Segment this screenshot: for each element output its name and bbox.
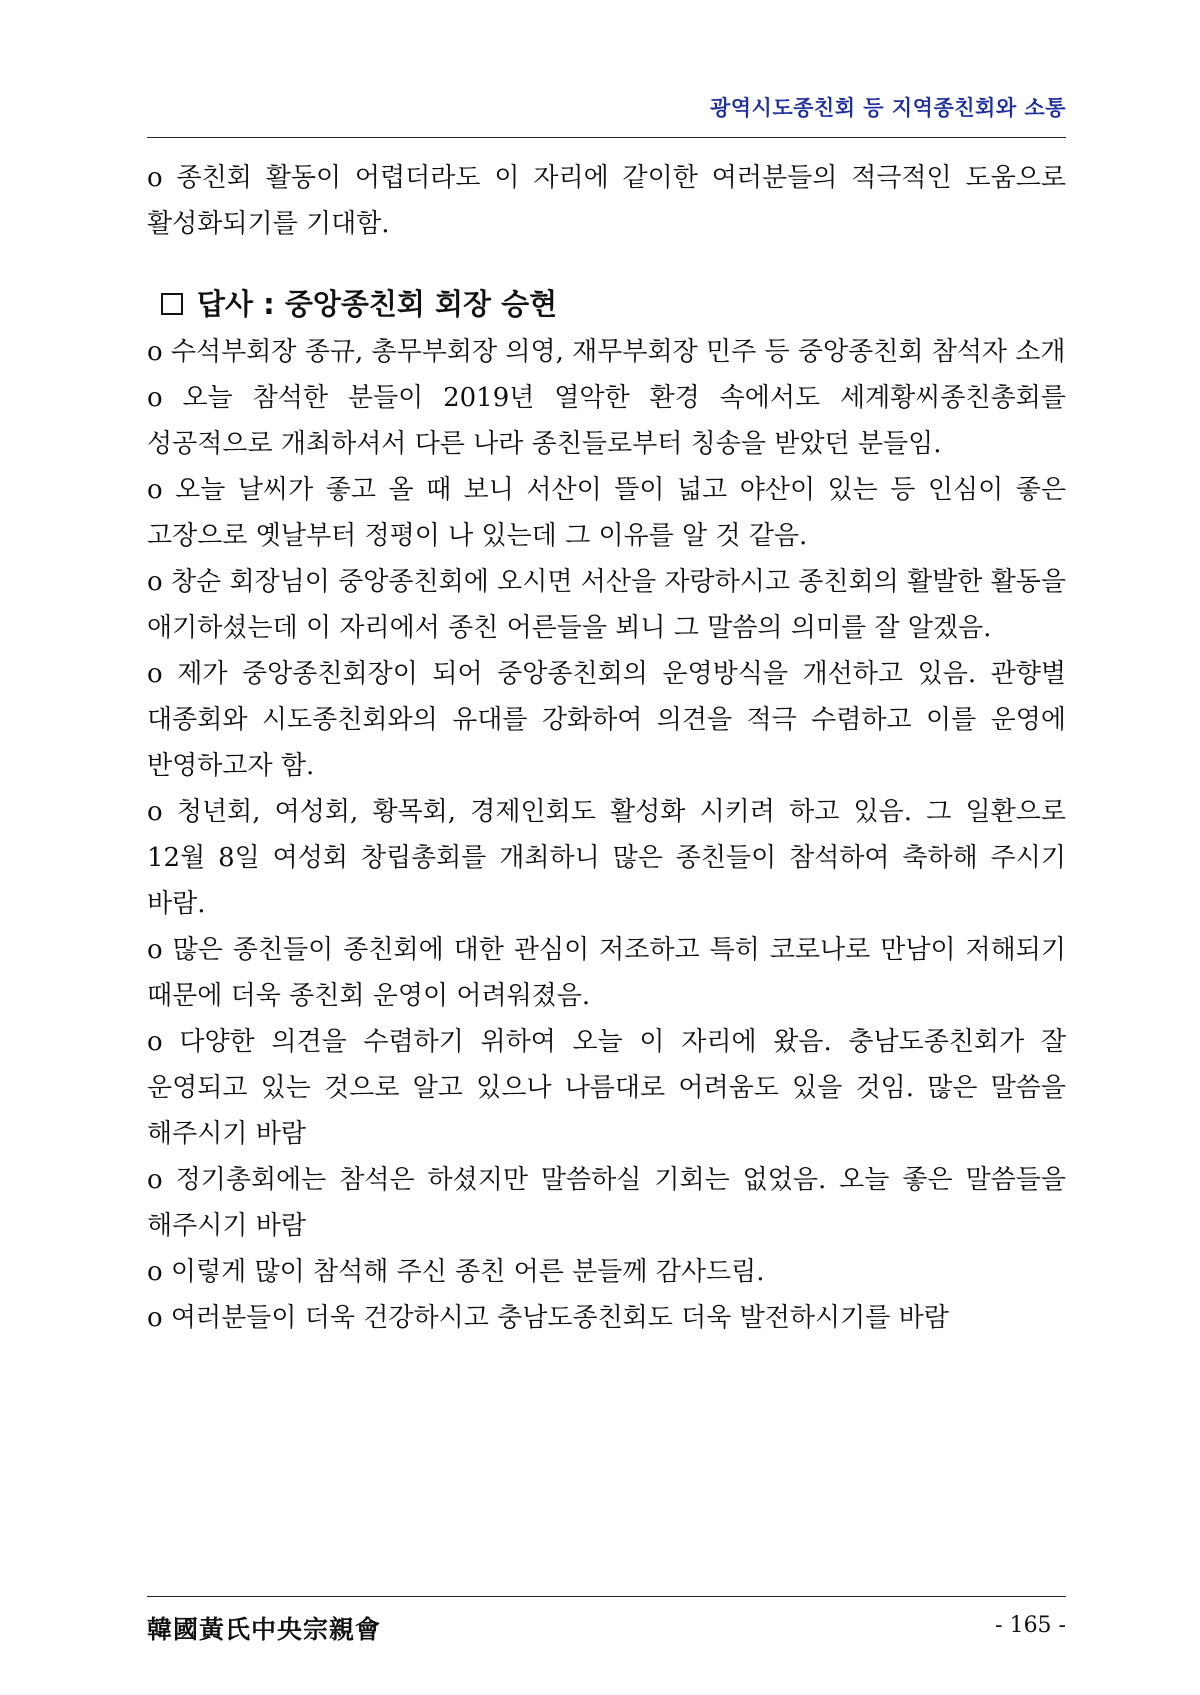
page-header-title: 광역시도종친회 등 지역종친회와 소통 [709, 96, 1066, 120]
body-paragraph: o 청년회, 여성회, 황목회, 경제인회도 활성화 시키려 하고 있음. 그 일환으로 12월 8일 여성회 창립총회를 개최하니 많은 종친들이 참석하여 축하해 주시기 바람. [147, 797, 1066, 919]
section-heading [161, 281, 1066, 327]
body-paragraph: o 다양한 의견을 수렴하기 위하여 오늘 이 자리에 왔음. 충남도종친회가 잘 운영되고 있는 것으로 알고 있으나 나름대로 어려움도 있을 것임. 많은 말씀을 해주시기 바람 [147, 1027, 1066, 1149]
footer-divider [147, 1596, 1066, 1597]
body-paragraph: o 제가 중앙종친회장이 되어 중앙종친회의 운영방식을 개선하고 있음. 관향별 대종회와 시도종친회와의 유대를 강화하여 의견을 적극 수렴하고 이를 운영에 반영하고자 함. [147, 659, 1066, 781]
body-paragraph: o 수석부회장 종규, 총무부회장 의영, 재무부회장 민주 등 중앙종친회 참석자 소개 [147, 337, 1066, 367]
body-paragraph: o 이렇게 많이 참석해 주신 종친 어른 분들께 감사드림. [147, 1257, 765, 1287]
section-heading-text: 답사 : 중앙종친회 회장 승현 [197, 287, 558, 321]
body-paragraph: o 많은 종친들이 종친회에 대한 관심이 저조하고 특히 코로나로 만남이 저해되기 때문에 더욱 종친회 운영이 어려워졌음. [147, 935, 1066, 1011]
document-body [147, 155, 1066, 1341]
page-number: - 165 - [995, 1613, 1066, 1638]
header-divider [147, 137, 1066, 138]
checkbox-square-icon [161, 293, 183, 315]
body-paragraph: o 정기총회에는 참석은 하셨지만 말씀하실 기회는 없었음. 오늘 좋은 말씀들을 해주시기 바람 [147, 1165, 1066, 1241]
body-paragraph: o 여러분들이 더욱 건강하시고 충남도종친회도 더욱 발전하시기를 바람 [147, 1303, 949, 1333]
body-paragraph: o 창순 회장님이 중앙종친회에 오시면 서산을 자랑하시고 종친회의 활발한 활동을 애기하셨는데 이 자리에서 종친 어른들을 뵈니 그 말씀의 의미를 잘 알겠음. [147, 567, 1066, 643]
intro-paragraph: o 종친회 활동이 어렵더라도 이 자리에 같이한 여러분들의 적극적인 도움으로 활성화되기를 기대함. [147, 163, 1066, 239]
footer-organization-logo: 韓國黃氏中央宗親會 [147, 1615, 382, 1644]
body-paragraph: o 오늘 참석한 분들이 2019년 열악한 환경 속에서도 세계황씨종친총회를 성공적으로 개최하셔서 다른 나라 종친들로부터 칭송을 받았던 분들임. [147, 383, 1066, 459]
body-paragraph: o 오늘 날씨가 좋고 올 때 보니 서산이 뜰이 넓고 야산이 있는 등 인심이 좋은 고장으로 옛날부터 정평이 나 있는데 그 이유를 알 것 같음. [147, 475, 1066, 551]
